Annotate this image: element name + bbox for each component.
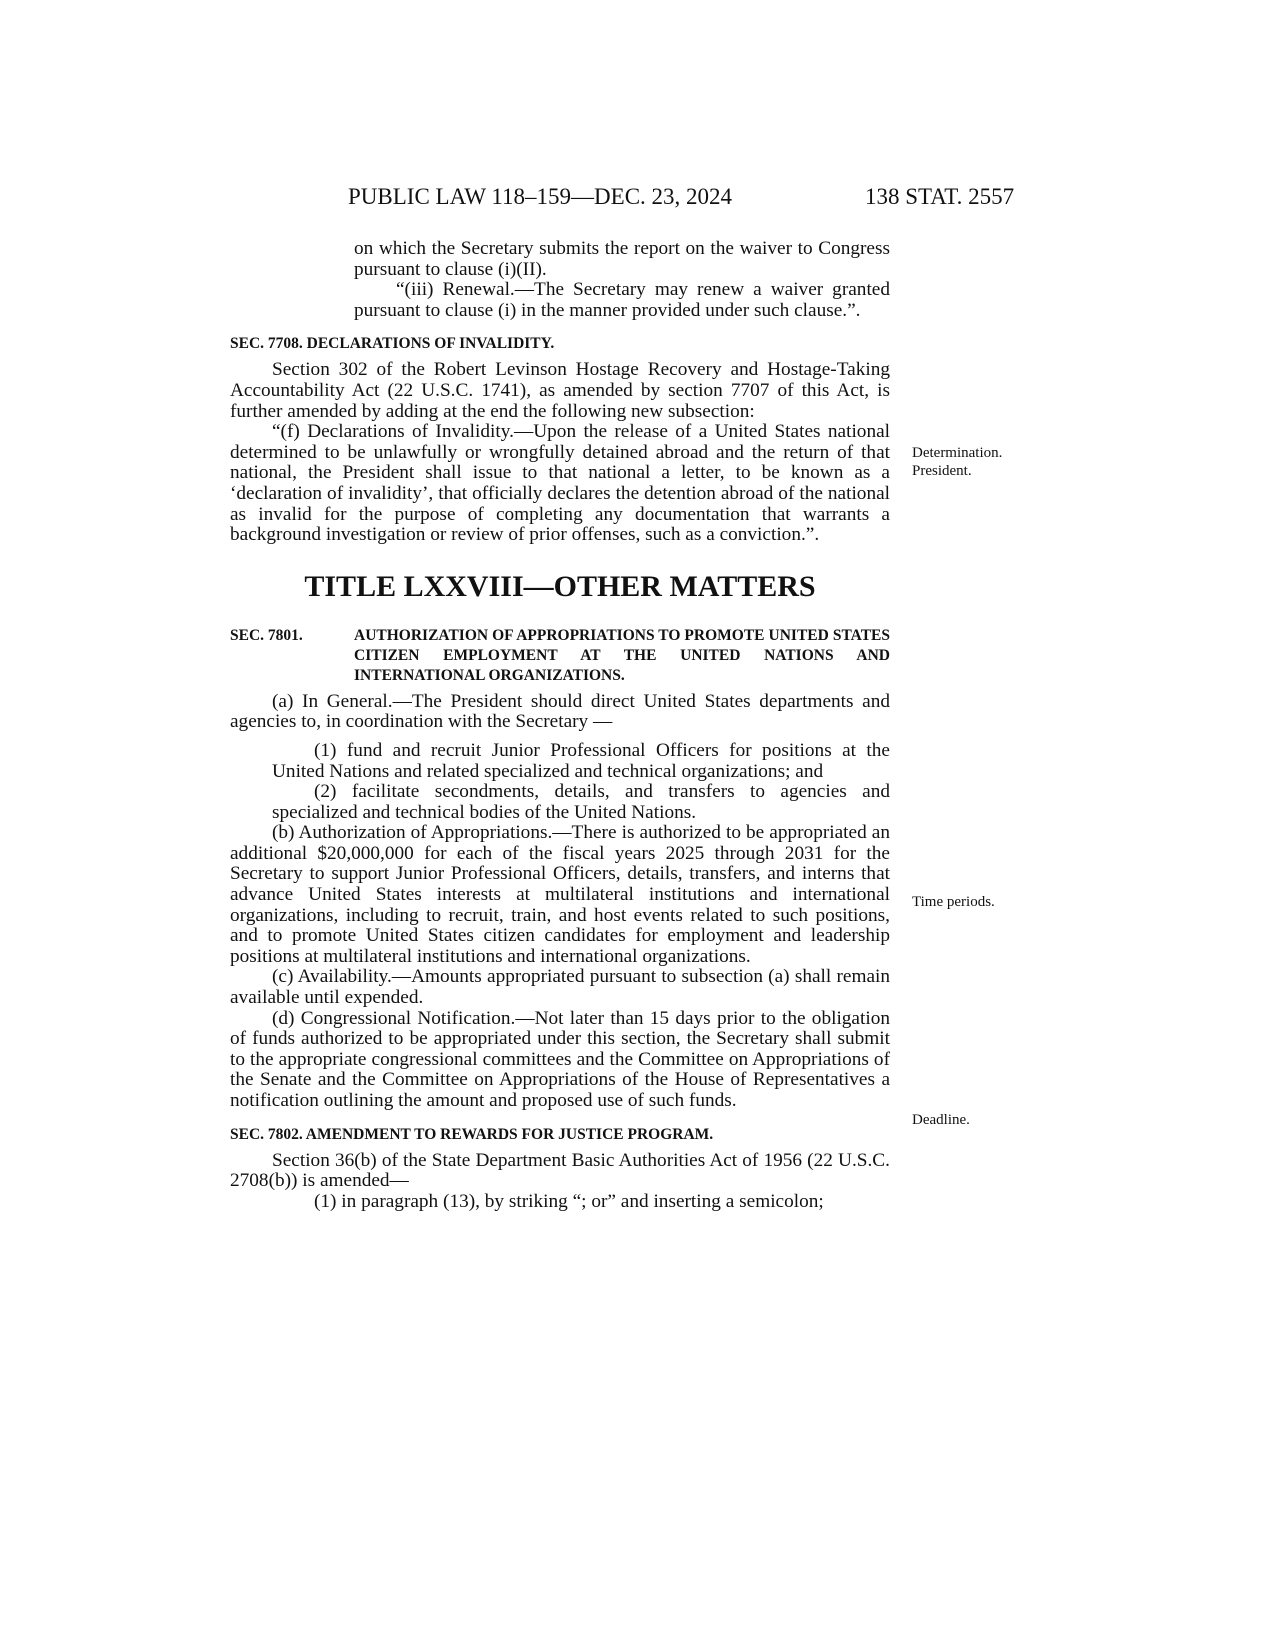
running-header: PUBLIC LAW 118–159—DEC. 23, 2024 [348,184,733,209]
margin-note-determination: Determination. [912,445,1003,461]
paragraph-sec7802-intro: Section 36(b) of the State Department Basic Authorities Act of 1956 (22 U.S.C. 2708(b)) is amended— [230,1149,890,1192]
paragraph-sec7708-intro: Section 302 of the Robert Levinson Hostage Recovery and Hostage-Taking Accountability Act (22 U.S.C. 1741), as amended by section 7707 of this Act, is further amended by adding at the end the following new subsection: [230,359,890,422]
paragraph-renewal: “(iii) Renewal.—The Secretary may renew a waiver granted pursuant to clause (i) in the manner provided under such clause.”. [354,279,890,321]
section-heading-7802: SEC. 7802. AMENDMENT TO REWARDS FOR JUSTICE PROGRAM. [230,1125,714,1143]
paragraph-7801-a1: (1) fund and recruit Junior Professional Officers for positions at the United Nations and related specialized and technical organizations; and [272,739,890,782]
section-number: SEC. 7801. [230,626,303,644]
paragraph-7801-a2: (2) facilitate secondments, details, and transfers to agencies and specialized and technical bodies of the United Nations. [272,781,890,823]
paragraph-sec7802-1: (1) in paragraph (13), by striking “; or” and inserting a semicolon; [314,1190,824,1212]
section-heading-7801 [230,626,890,686]
title-heading: TITLE LXXVIII—OTHER MATTERS [304,569,816,603]
section-title: AUTHORIZATION OF APPROPRIATIONS TO PROMOTE UNITED STATES CITIZEN EMPLOYMENT AT THE UNITED NATIONS AND INTERNATIONAL ORGANIZATIONS. [354,626,890,684]
paragraph-7801-c: (c) Availability.—Amounts appropriated pursuant to subsection (a) shall remain available until expended. [230,966,890,1009]
margin-note-time-periods: Time periods. [912,894,995,910]
paragraph-7801-b: (b) Authorization of Appropriations.—There is authorized to be appropriated an additional $20,000,000 for each of the fiscal years 2025 through 2031 for the Secretary to support Junior Professional Officers, details, transfers, and interns that advance United States interests at multilateral institutions and international organizations, including to recruit, train, and host events related to such positions, and to promote United States citizen candidates for employment and leadership positions at multilateral institutions and international organizations. [230,822,890,967]
main-text-column [230,239,890,1212]
page-number: 138 STAT. 2557 [865,184,1015,209]
paragraph-7801-d: (d) Congressional Notification.—Not later than 15 days prior to the obligation of funds authorized to be appropriated under this section, the Secretary shall submit to the appropriate congressional committees and the Committee on Appropriations of the Senate and the Committee on Appropriations of the House of Representatives a notification outlining the amount and proposed use of such funds. [230,1007,890,1111]
margin-note-president: President. [912,463,972,479]
margin-note-deadline: Deadline. [912,1112,970,1128]
paragraph-continuation: on which the Secretary submits the report on the waiver to Congress pursuant to clause (i)(II). [354,238,890,280]
paragraph-declarations-of-invalidity: “(f) Declarations of Invalidity.—Upon the release of a United States national determined to be unlawfully or wrongfully detained abroad and the return of that national, the President shall issue to that national a letter, to be known as a ‘declaration of invalidity’, that officially declares the detention abroad of the national as invalid for the purpose of completing any documentation that warrants a background investigation or review of prior offenses, such as a conviction.”. [230,421,890,546]
section-heading-7708: SEC. 7708. DECLARATIONS OF INVALIDITY. [230,335,555,353]
paragraph-7801-a: (a) In General.—The President should direct United States departments and agencies to, in coordination with the Secretary — [230,690,890,733]
